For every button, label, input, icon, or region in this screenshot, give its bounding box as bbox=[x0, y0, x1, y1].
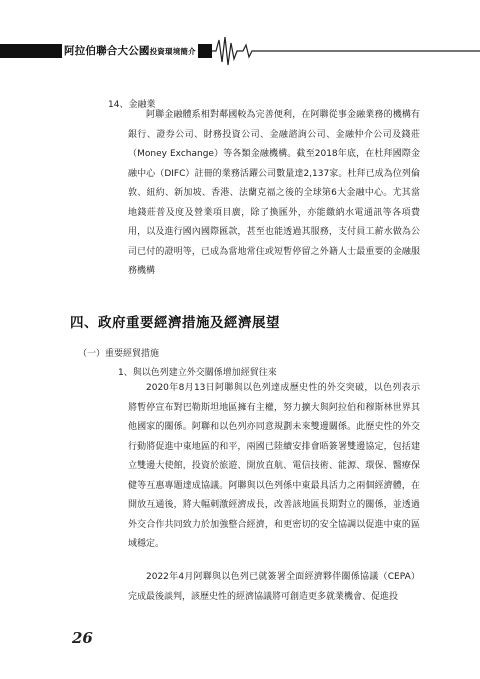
item-1-label: 1、與以色列建立外交關係增加經貿往來 bbox=[118, 368, 277, 378]
item-1-paragraph-1: 2020年8月13日阿聯與以色列達成歷史性的外交突破，以色列表示將暫停宣布對巴勒斯坦地區擁有主權，努力擴大與阿拉伯和穆斯林世界其他國家的關係。阿聯和以色列亦同意規劃未來雙邊關係。此歷史性的外交行動將促進中東地區的和平，兩國已陸續安排會晤簽署雙邊協定，包括建立雙邊大使館，投資於旅遊、開放直航、電信技術、能源、環保、醫療保健等互惠專題達成協議。阿聯與以色列係中東最具活力之兩個經濟體，在開放互通後，將大幅刺激經濟成長，改善該地區長期對立的關係，並透過外交合作共同致力於加強整合經濟，和更密切的安全協調以促進中東的區域穩定。 bbox=[128, 383, 420, 549]
header-title-main: 阿拉伯聯合大公國 bbox=[64, 45, 150, 57]
header-title bbox=[62, 42, 198, 61]
item-14-paragraph: 阿聯金融體系相對鄰國較為完善便利，在阿聯從事金融業務的機構有銀行、證券公司、財務投資公司、金融諮詢公司、金融仲介公司及錢莊（Money Exchange）等各類金融機構。截至2018年底，在杜拜國際金融中心（DIFC）註冊的業務活躍公司數量達2,137家。杜拜已成為位列倫敦、紐約、新加坡、香港、法蘭克福之後的全球第6大金融中心。尤其當地錢莊普及度及營業項目廣，除了換匯外，亦能繳納水電通訊等各項費用，以及進行國內國際匯款，甚至也能透過其服務，支付員工薪水做為公司已付的證明等，已成為當地常住或短暫停留之外籍人士最重要的金融服務機構 bbox=[128, 110, 420, 276]
item-1-paragraph-2: 2022年4月阿聯與以色列已就簽署全面經濟夥伴關係協議（CEPA）完成最後談判，該歷史性的經濟協議將可創造更多就業機會、促進投 bbox=[128, 572, 420, 602]
section-title: 四、政府重要經濟措施及經濟展望 bbox=[70, 315, 280, 331]
header-title-sub: 投資環境簡介 bbox=[149, 47, 196, 56]
item-14-label: 14、金融業 bbox=[108, 100, 156, 110]
page-number: 26 bbox=[72, 629, 93, 647]
heartbeat-wave-icon bbox=[212, 34, 480, 68]
subsection-label: （一）重要經貿措施 bbox=[78, 349, 160, 359]
